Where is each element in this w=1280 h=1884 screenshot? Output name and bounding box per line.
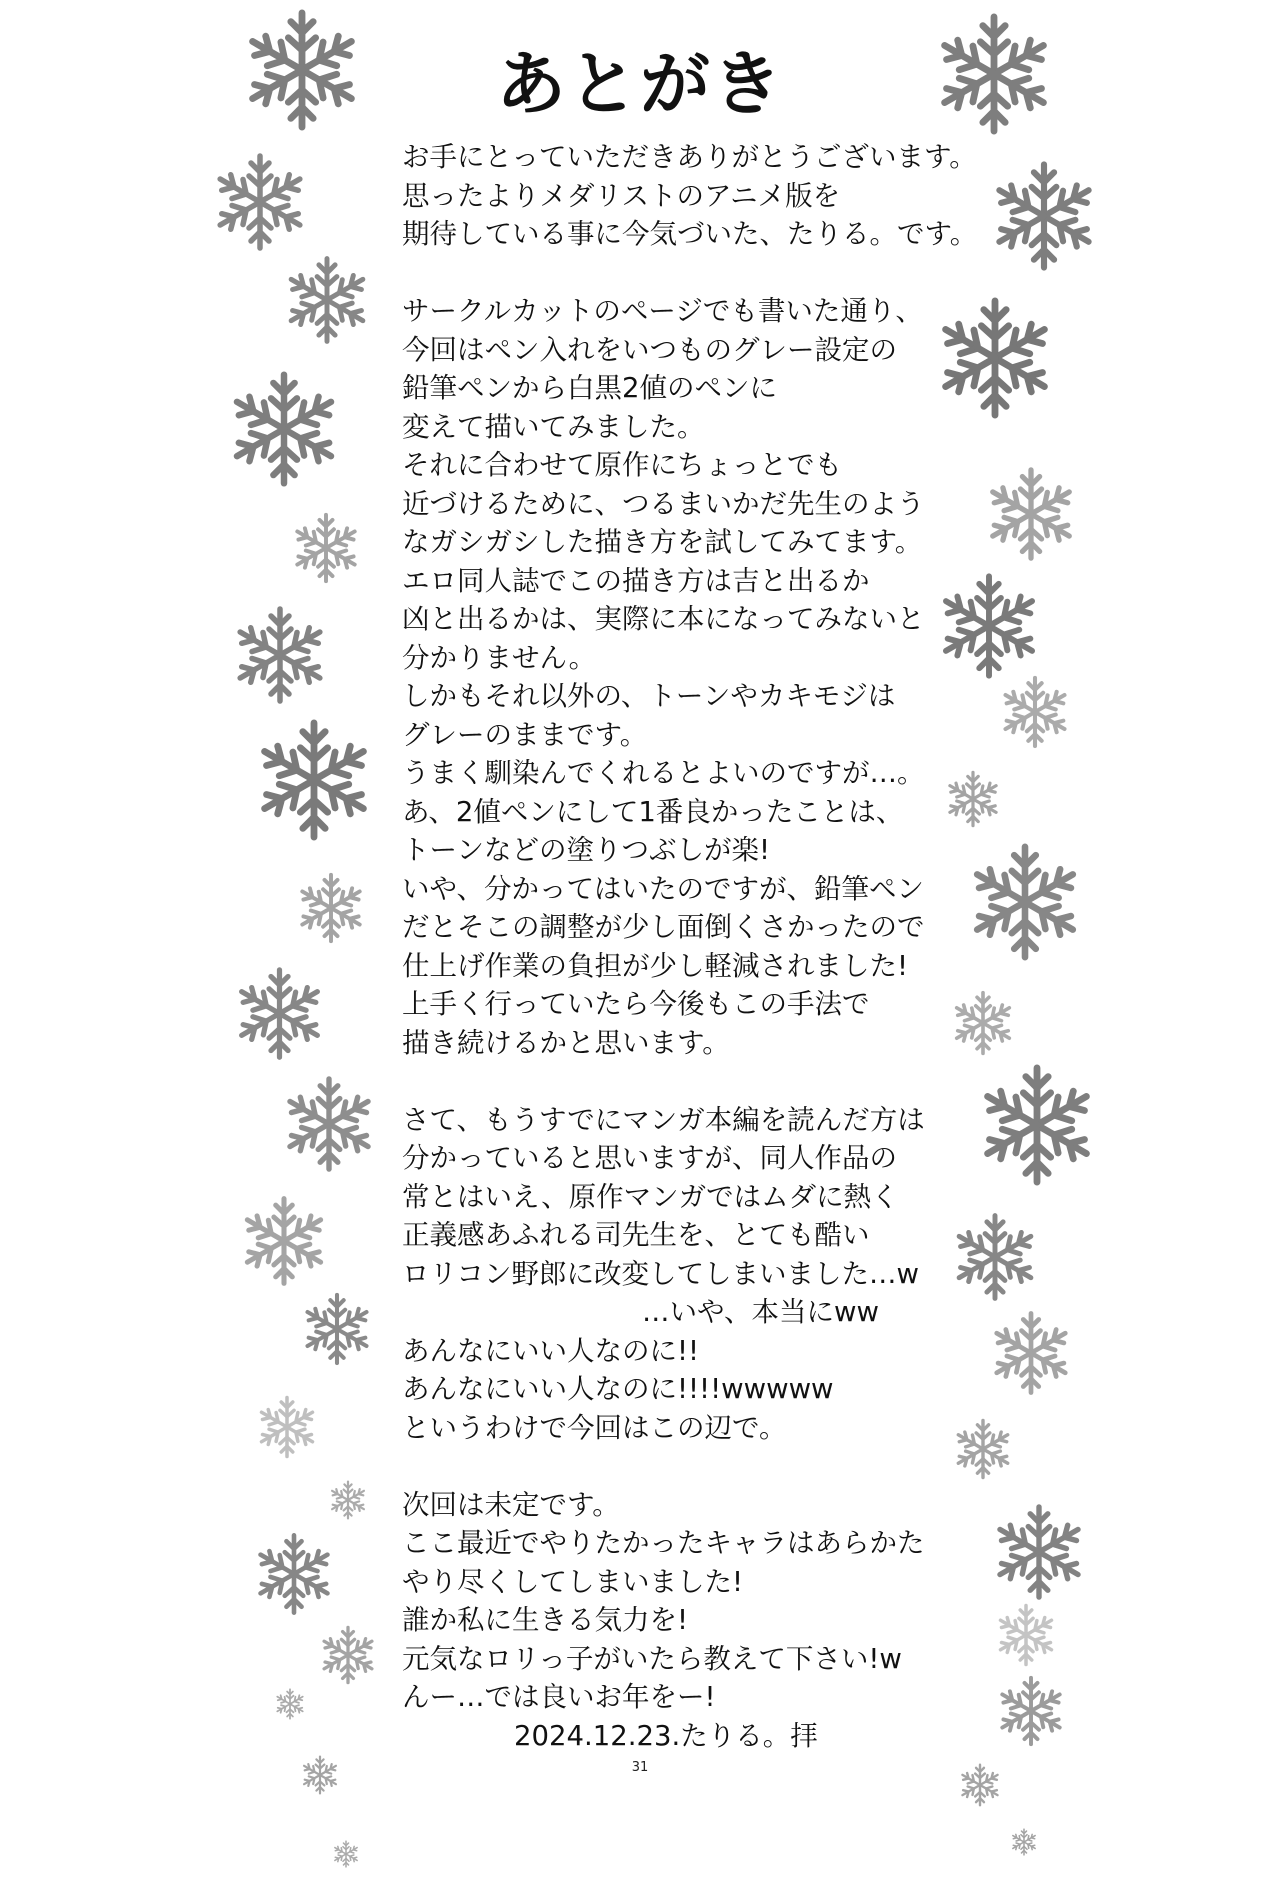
text-line: 思ったよりメダリストのアニメ版を bbox=[402, 179, 841, 212]
text-line: さて、もうすでにマンガ本編を読んだ方は bbox=[402, 1103, 925, 1136]
snowflake-icon bbox=[944, 770, 1002, 828]
snowflake-icon bbox=[225, 370, 343, 488]
text-line: 期待している事に今気づいた、たりる。です。 bbox=[402, 218, 978, 250]
snowflake-icon bbox=[290, 512, 362, 584]
snowflake-icon bbox=[950, 1212, 1040, 1302]
snowflake-icon bbox=[210, 152, 310, 252]
page-title: あとがき bbox=[496, 43, 784, 125]
text-line: うまく馴染んでくれるとよいのですが…。 bbox=[402, 757, 925, 789]
snowflake-icon bbox=[988, 1310, 1074, 1396]
text-line: 描き続けるかと思います。 bbox=[402, 1026, 730, 1059]
text-line: 変えて描いてみました。 bbox=[402, 410, 705, 443]
text-line: 次回は未定です。 bbox=[402, 1488, 620, 1521]
text-line: あんなにいい人なのに!!!!wwwww bbox=[402, 1373, 834, 1405]
text-line: 近づけるために、つるまいかだ先生のよう bbox=[402, 487, 925, 520]
snowflake-icon bbox=[994, 1603, 1058, 1667]
text-line: ここ最近でやりたかったキャラはあらかた bbox=[402, 1527, 925, 1559]
snowflake-icon bbox=[990, 1503, 1088, 1601]
text-line: ロリコン野郎に改変してしまいました…w bbox=[402, 1257, 919, 1290]
text-line: 元気なロリっ子がいたら教えて下さい!w bbox=[402, 1642, 902, 1675]
text-line: 常とはいえ、原作マンガではムダに熱く bbox=[402, 1180, 899, 1213]
text-line: 今回はペン入れをいつものグレー設定の bbox=[402, 333, 897, 366]
text-line: なガシガシした描き方を試してみてます。 bbox=[402, 526, 923, 558]
snowflake-icon bbox=[328, 1480, 368, 1520]
snowflake-icon bbox=[295, 872, 367, 944]
snowflake-icon bbox=[318, 1625, 378, 1685]
text-line: 分かっていると思いますが、同人作品の bbox=[402, 1142, 897, 1174]
snowflake-icon bbox=[252, 718, 376, 842]
text-line: 鉛筆ペンから白黒2値のペンに bbox=[402, 372, 777, 404]
text-line: トーンなどの塗りつぶしが楽! bbox=[402, 834, 770, 866]
snowflake-icon bbox=[952, 1418, 1014, 1480]
text-line: しかもそれ以外の、トーンやカキモジは bbox=[402, 680, 896, 712]
text-line: 正義感あふれる司先生を、とても酷い bbox=[402, 1219, 870, 1251]
text-line: エロ同人誌でこの描き方は吉と出るか bbox=[402, 564, 870, 597]
snowflake-icon bbox=[232, 966, 327, 1061]
snowflake-icon bbox=[282, 255, 372, 345]
snowflake-icon bbox=[252, 1532, 336, 1616]
snowflake-icon bbox=[932, 12, 1056, 136]
text-line: いや、分かってはいたのですが、鉛筆ペン bbox=[402, 872, 924, 905]
text-line: というわけで今回はこの辺で。 bbox=[402, 1411, 787, 1444]
snowflake-icon bbox=[230, 605, 330, 705]
snowflake-icon bbox=[274, 1688, 306, 1720]
text-line: 誰か私に生きる気力を! bbox=[402, 1604, 689, 1636]
snowflake-icon bbox=[935, 572, 1043, 680]
snowflake-icon bbox=[975, 1063, 1099, 1187]
text-line: お手にとっていただきありがとうございます。 bbox=[402, 141, 977, 173]
snowflake-icon bbox=[933, 296, 1057, 420]
snowflake-icon bbox=[950, 990, 1016, 1056]
snowflake-icon bbox=[958, 1763, 1002, 1807]
snowflake-icon bbox=[998, 675, 1072, 749]
text-line: あんなにいい人なのに!! bbox=[402, 1334, 700, 1367]
text-line: …いや、本当にww bbox=[642, 1296, 879, 1328]
text-line: それに合わせて原作にちょっとでも bbox=[402, 449, 842, 481]
snowflake-icon bbox=[255, 1395, 319, 1459]
afterword-body bbox=[402, 138, 978, 1755]
text-line: 上手く行っていたら今後もこの手法で bbox=[402, 988, 870, 1020]
snowflake-icon bbox=[300, 1755, 340, 1795]
snowflake-icon bbox=[280, 1075, 378, 1173]
snowflake-icon bbox=[965, 842, 1085, 962]
snowflake-icon bbox=[983, 466, 1079, 562]
text-line: グレーのままです。 bbox=[402, 718, 648, 751]
text-line: だとそこの調整が少し面倒くさかったので bbox=[402, 911, 925, 943]
text-line: 凶と出るかは、実際に本になってみないと bbox=[402, 603, 925, 635]
text-line: んー…では良いお年をー! bbox=[402, 1681, 716, 1713]
snowflake-icon bbox=[995, 1675, 1067, 1747]
paragraph-gap bbox=[402, 1062, 962, 1101]
page-number: 31 bbox=[631, 1760, 649, 1775]
snowflake-icon bbox=[300, 1292, 374, 1366]
text-line: やり尽くしてしまいました! bbox=[402, 1565, 744, 1598]
snowflake-icon bbox=[1010, 1828, 1038, 1856]
text-line: あ、2値ペンにして1番良かったことは、 bbox=[402, 795, 904, 828]
paragraph-gap bbox=[402, 1447, 962, 1486]
paragraph-gap bbox=[402, 254, 962, 293]
signature-date: 2024.12.23.たりる。拝 bbox=[514, 1719, 818, 1752]
snowflake-icon bbox=[238, 1195, 330, 1287]
snowflake-icon bbox=[332, 1840, 360, 1868]
text-line: サークルカットのページでも書いた通り、 bbox=[402, 295, 923, 327]
text-line: 仕上げ作業の負担が少し軽減されました! bbox=[402, 949, 909, 982]
snowflake-icon bbox=[988, 160, 1100, 272]
text-line: 分かりません。 bbox=[402, 641, 597, 674]
snowflake-icon bbox=[240, 8, 364, 132]
